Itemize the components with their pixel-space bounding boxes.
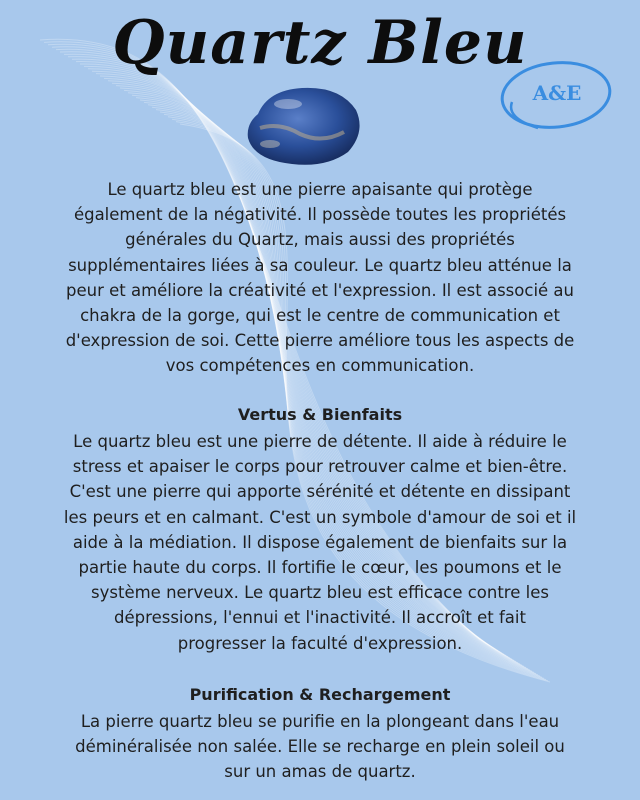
intro-paragraph [14,177,626,379]
purification-heading: Purification & Rechargement [189,685,451,704]
text-line: La pierre quartz bleu se purifie en la plongeant dans l'eau [80,712,560,731]
text-line: d'expression de soi. Cette pierre améliore tous les aspects de [65,331,575,351]
text-line: vos compétences en communication. [165,356,475,376]
virtues-paragraph [14,429,626,656]
text-line: supplémentaires liées à sa couleur. Le quartz bleu atténue la [68,255,572,275]
text-line: Le quartz bleu est une pierre apaisante qui protège [107,180,533,199]
blue-quartz-stone-image [240,84,370,170]
page-title: Quartz Bleu [112,8,528,78]
text-line: peur et améliore la créativité et l'expression. Il est associé au [65,280,574,300]
text-line: déminéralisée non salée. Elle se recharge en plein soleil ou [75,737,565,757]
virtues-heading: Vertus & Bienfaits [237,405,403,424]
text-line: Le quartz bleu est une pierre de détente. Il aide à réduire le [73,432,567,451]
text-line: stress et apaiser le corps pour retrouver calme et bien-être. [72,457,568,477]
text-line: chakra de la gorge, qui est le centre de communication et [80,306,560,326]
text-line: sur un amas de quartz. [224,762,416,782]
text-line: dépressions, l'ennui et l'inactivité. Il accroît et fait [114,608,526,628]
logo-text: A&E [532,81,582,105]
text-line: générales du Quartz, mais aussi des propriétés [125,230,515,250]
text-line: C'est une pierre qui apporte sérénité et détente en dissipant [69,482,571,502]
purification-paragraph [14,709,626,785]
text-line: système nerveux. Le quartz bleu est efficace contre les [91,583,549,603]
text-line: partie haute du corps. Il fortifie le cœur, les poumons et le [78,558,562,578]
brand-logo [498,58,616,136]
text-line: aide à la médiation. Il dispose également de bienfaits sur la [72,532,568,552]
text-line: également de la négativité. Il possède toutes les propriétés [73,205,567,225]
text-line: progresser la faculté d'expression. [177,633,463,653]
text-line: les peurs et en calmant. C'est un symbole d'amour de soi et il [63,507,577,527]
